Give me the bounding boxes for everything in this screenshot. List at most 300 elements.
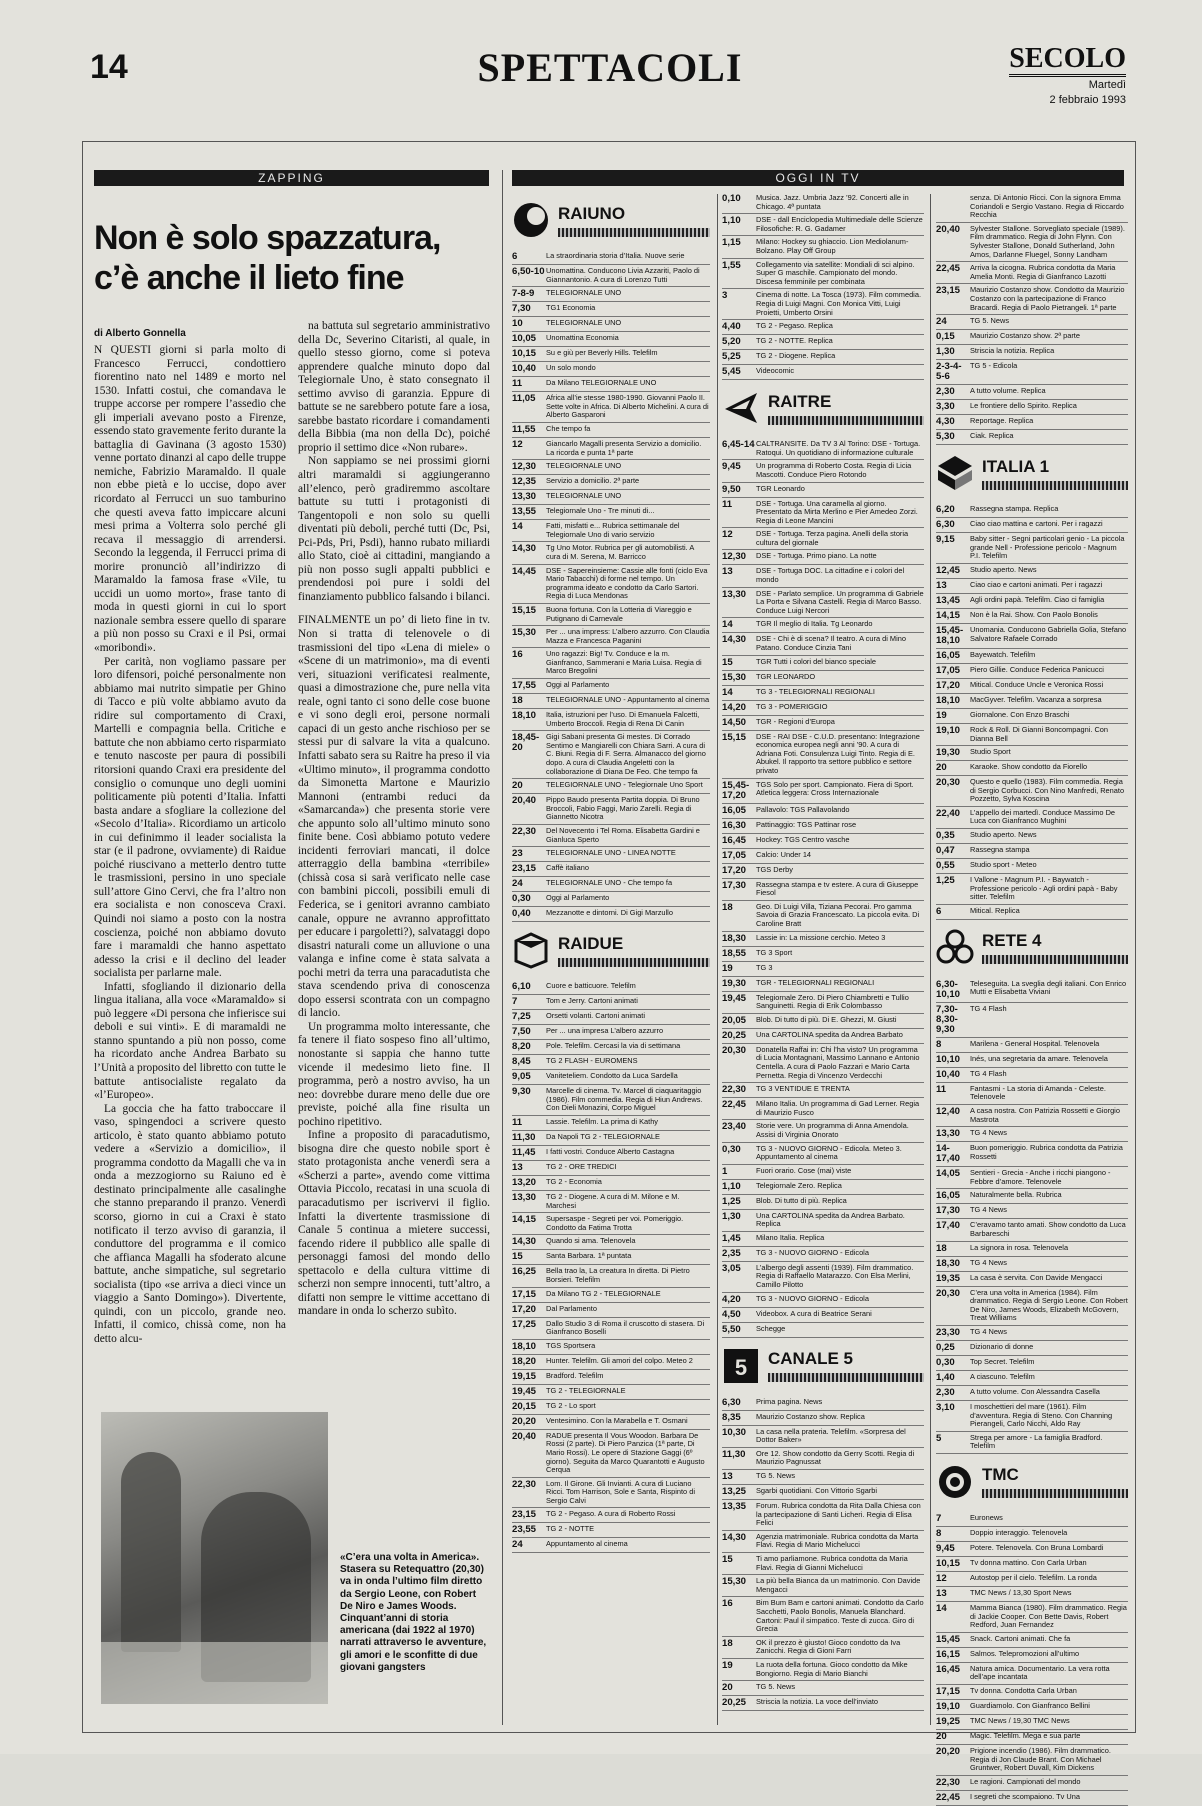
program-row [512, 604, 710, 626]
program-row [936, 1371, 1128, 1386]
program-title: La casa è servita. Con Davide Mengacci [970, 1272, 1103, 1282]
program-time: 12,30 [512, 461, 537, 473]
program-time: 7 [512, 996, 518, 1008]
program-title: Cinema di notte. La Tosca (1973). Film commedia. Regia di Luigi Magni. Con Monica Vitti, Luigi Proietti, Umberto Orsini [756, 290, 921, 317]
program-time: 9,30 [512, 1086, 531, 1098]
program-time: 17,05 [936, 664, 961, 676]
program-row [936, 905, 1128, 920]
program-time: 14,05 [936, 1168, 961, 1180]
program-row [722, 834, 924, 849]
program-title: Euronews [970, 1512, 1003, 1522]
program-row [936, 1633, 1128, 1648]
program-title: Gigi Sabani presenta Gi mestes. Di Corrado Sentimo e Mangiarelli con Chiara Sarri. A cura di C. Biuni. Regia di F. Serra. Almanacco del giorno dopo. A cura di Claudia Angeletti con la collaborazione di Diana De Feo. Che tempo fa [546, 732, 706, 776]
program-time: 8 [936, 1038, 942, 1050]
program-time: 4,40 [722, 321, 741, 333]
program-title: Le frontiere dello Spirito. Replica [970, 401, 1077, 411]
program-row [512, 490, 710, 505]
article-paragraph: FINALMENTE un po’ di lieto fine in tv. Non si tratta di telenovele o di trasmissioni del tipo «Lena di miele» o «Scene di un matrimonio», ma di eventi veri, situazioni verificatesi realmente, quasi a dimostrazione che, pure nella vita reale, ogni tanto ci sono delle cose buone e vi sono degli eroi, persone normali capaci di un gesto anche rischioso per se stessi pur di salvare la vita a qualcuno. Infatti sabato sera su Raitre ha preso il via «Ultimo minuto», il programma condotto da Simonetta Martone e Maurizio Mannoni (entrambi reduci da «Samarcanda») che presenta storie vere che appunto solo all’ultimo minuto sono finite bene. Così abbiamo potuto vedere incidenti ferroviari mancati, il dolce atterraggio della bambina «terribile» (chissà cosa si sarà verificato nelle case con bambini piccoli, possibili emuli di Federica, se i genitori avranno cambiato canale, oppure ne avranno approfittato per educare i pargoletti?), salvataggi dopo disastri naturali come un alluvione o una valanga e infine come è stata salvata a pochi metri da terra una paracadutista che stava scendendo priva di conoscenza dopo essersi scontrata con un compagno di lancio. [298, 614, 490, 1020]
program-title: C’eravamo tanto amati. Show condotto da Luca Barbareschi [970, 1220, 1126, 1238]
program-title: A ciascuno. Telefilm [970, 1371, 1035, 1381]
program-row [722, 701, 924, 716]
program-title: Strega per amore - La famiglia Bradford. Telefilm [970, 1432, 1103, 1451]
article-paragraph: Infine a proposito di paracadutismo, bisogna dire che questo nobile sport è stato protagonista anche venerdì sera a «Scherzi a parte», avendo come vittima Ottavia Piccolo, recatasi in una scuola di paracadutismo per iscrivervi il figlio. Infatti la divertente trasmissione di Canale 5 continua a mietere successi, facendo ridere il pubblico alle spalle di personaggi famosi del mondo dello spettacolo e della cultura vittime di scherzi non sempre innocenti, tutt’altro, a difatti non sempre le vittime accettano di mandare in onda lo scherzo subìto. [298, 1129, 490, 1318]
program-time: 13 [512, 1161, 523, 1173]
program-title: TG 5 - Edicola [970, 361, 1018, 371]
program-title: Prima pagina. News [756, 1396, 823, 1406]
film-still-photo [101, 1412, 328, 1704]
program-time: 12 [936, 1572, 947, 1584]
program-title: Ventesimino. Con la Marabella e T. Osmani [546, 1415, 688, 1425]
program-row [512, 1288, 710, 1303]
program-row [512, 847, 710, 862]
program-title: DSE - Tortuga. Una caramella al giorno. Presentato da Mirta Merlino e Pier Amedeo Zorzi. Regia di Leone Mancini [756, 498, 918, 525]
program-time: 11 [722, 498, 733, 510]
program-title: La casa nella prateria. Telefilm. «Sorpresa del Dottor Baker» [756, 1426, 906, 1445]
program-time: 18,10 [936, 694, 961, 706]
program-time: 19,45 [512, 1385, 537, 1397]
program-row [722, 1500, 924, 1531]
program-time: 14-17,40 [936, 1143, 961, 1165]
program-time: 10 [512, 318, 523, 330]
program-row [722, 1659, 924, 1681]
program-title: TGR Tutti i colori del bianco speciale [756, 656, 876, 666]
program-row [722, 1323, 924, 1338]
program-row [936, 1386, 1128, 1401]
program-time: 1,40 [936, 1371, 955, 1383]
program-row [936, 1648, 1128, 1663]
program-title: Non è la Rai. Show. Con Paolo Bonolis [970, 609, 1098, 619]
canale5-logo [722, 1347, 760, 1385]
program-title: Lassie in: La missione cerchio. Meteo 3 [756, 932, 886, 942]
program-title: Doppio interaggio. Telenovela [970, 1527, 1068, 1537]
program-row [722, 1165, 924, 1180]
program-title: Musica. Jazz. Umbria Jazz ’92. Concerti alle in Chicago. 4ª puntata [756, 193, 909, 211]
program-time: 20,05 [722, 1014, 747, 1026]
channel-header [936, 1456, 1128, 1508]
program-row [512, 1161, 710, 1176]
program-title: Magic. Telefilm. Mega e sua parte [970, 1730, 1081, 1740]
program-title: TG 4 News [970, 1205, 1007, 1215]
program-row [722, 1426, 924, 1448]
program-time: 5,50 [722, 1323, 741, 1335]
program-row [722, 1696, 924, 1711]
program-row [512, 520, 710, 542]
program-time: 4,20 [722, 1293, 741, 1305]
program-row [722, 1029, 924, 1044]
program-row [936, 709, 1128, 724]
program-time: 19,45 [722, 992, 747, 1004]
program-row [722, 932, 924, 947]
program-title: TG 2 - ORE TREDICI [546, 1161, 617, 1171]
program-row [936, 1272, 1128, 1287]
program-title: TGS Solo per sport. Campionato. Fiera di Sport. Atletica leggera: Cross Internazionale [756, 779, 914, 798]
program-time: 10,30 [722, 1426, 747, 1438]
program-title: A tutto volume. Replica [970, 386, 1046, 396]
program-row [722, 1180, 924, 1195]
program-row [512, 392, 710, 423]
program-time: 17,20 [936, 679, 961, 691]
program-row [512, 794, 710, 825]
program-time: 19 [722, 1659, 733, 1671]
program-row [512, 980, 710, 995]
program-row [936, 1127, 1128, 1142]
program-row [512, 679, 710, 694]
program-title: Calcio: Under 14 [756, 849, 812, 859]
program-row [936, 1326, 1128, 1341]
program-title: Reportage. Replica [970, 416, 1034, 426]
program-row [512, 1370, 710, 1385]
program-time: 20,30 [936, 777, 961, 789]
program-time: 13,25 [722, 1486, 747, 1498]
program-title: Storie vere. Un programma di Anna Amendola. Assisi di Virginia Onorato [756, 1121, 909, 1139]
program-row [722, 656, 924, 671]
program-row [722, 1210, 924, 1232]
program-row [722, 962, 924, 977]
program-title: Del Novecento i Tel Roma. Elisabetta Gardini e Gianluca Sperto [546, 826, 700, 844]
program-row [936, 649, 1128, 664]
program-row [722, 1308, 924, 1323]
program-row [936, 624, 1128, 649]
article-headline: Non è solo spazzatura, c’è anche il lieto fine [94, 219, 441, 297]
program-row [512, 1085, 710, 1116]
program-title: Geo. Di Luigi Villa, Tiziana Pecorai. Pro gamma Savoia di Grazia Francescato. La piccola evita. Di Caroline Bratt [756, 901, 920, 928]
program-row [512, 475, 710, 490]
program-title: DSE - Tortuga DOC. La cittadine e i colori del mondo [756, 566, 905, 585]
program-time: 14,45 [512, 565, 537, 577]
program-row [722, 1083, 924, 1098]
program-title: Bim Bum Bam e cartoni animati. Condotto da Carlo Sacchetti, Paolo Bonolis, Manuela Blanchard. Cartoni: Paul il simpatico. Teste di zucca. Giro di Grecia [756, 1598, 924, 1634]
program-title: DSE - Parlato semplice. Un programma di Gabriele La Porta e Silvana Castelli. Regia di Marco Basso. Conduce Luigi Nercori [756, 588, 924, 615]
program-title: Servizio a domicilio. 2ª parte [546, 476, 640, 486]
program-row [936, 1003, 1128, 1038]
program-time: 6 [512, 251, 518, 262]
program-time: 0,10 [722, 193, 741, 204]
program-title: Dallo Studio 3 di Roma il cruscotto di stasera. Di Gianfranco Boselli [546, 1318, 705, 1337]
program-row [936, 1401, 1128, 1432]
program-time: 16,05 [936, 649, 961, 661]
program-row [936, 430, 1128, 445]
program-time: 1,10 [722, 215, 741, 227]
program-row [722, 365, 924, 380]
program-title: TG 5. News [756, 1682, 796, 1692]
program-row [512, 1523, 710, 1538]
program-time: 1 [722, 1165, 728, 1177]
program-time: 17,30 [722, 879, 747, 891]
program-row [512, 731, 710, 779]
program-title: TG 2 - NOTTE [546, 1524, 595, 1534]
program-row [936, 844, 1128, 859]
program-title: TG 4 Flash [970, 1003, 1007, 1013]
program-title: TG 3 - NUOVO GIORNO - Edicola [756, 1293, 869, 1303]
program-title: Oggi al Parlamento [546, 893, 610, 903]
program-title: I moschettieri del mare (1961). Film d’avventura. Regia di Steno. Con Channing Pierangeli, Carlo Nicchi, Aldo Ray [970, 1401, 1113, 1429]
program-time: 8 [936, 1527, 942, 1539]
program-time: 20 [722, 1682, 733, 1694]
program-time: 22,30 [722, 1084, 747, 1096]
program-time: 7,25 [512, 1011, 531, 1023]
program-time: 22,45 [722, 1099, 747, 1111]
program-row [512, 250, 710, 265]
program-title: TELEGIORNALE UNO [546, 491, 622, 501]
channel-name: CANALE 5 [768, 1349, 854, 1369]
program-row [722, 1232, 924, 1247]
program-time: 14,30 [512, 543, 537, 555]
program-time: 6,30 [722, 1396, 741, 1408]
program-title: Santa Barbara. 1ª puntata [546, 1251, 632, 1261]
raidue-logo [512, 931, 550, 969]
program-title: Karaoke. Show condotto da Fiorello [970, 762, 1088, 772]
program-title: Videocomic [756, 366, 795, 376]
program-row [722, 588, 924, 619]
program-row [722, 259, 924, 290]
program-title: Dizionario di donne [970, 1341, 1034, 1351]
program-row [936, 859, 1128, 874]
program-title: Mezzanotte e dintorni. Di Gigi Marzullo [546, 908, 673, 918]
program-title: Telegiornale Zero. Di Piero Chiambretti e Tullio Sanguinetti. Regia di Erik Colombasso [756, 992, 909, 1011]
program-time: 12,35 [512, 476, 537, 488]
program-title: Per ... una impress: L’albero azzurro. Con Claudia Mazza e Francesca Paganini [546, 627, 710, 645]
program-row [512, 1191, 710, 1213]
program-title: Da Milano TELEGIORNALE UNO [546, 378, 657, 388]
program-row [512, 1340, 710, 1355]
program-time: 4,50 [722, 1308, 741, 1320]
program-title: TELEGIORNALE UNO [546, 288, 622, 298]
program-title: Sentieri - Grecia - Anche i ricchi piangono - Febbre d’amore. Telenovele [970, 1168, 1111, 1186]
program-time: 16 [512, 649, 523, 661]
program-title: TG 4 News [970, 1128, 1007, 1138]
program-row [512, 317, 710, 332]
program-time: 10,40 [936, 1068, 961, 1080]
program-time: 18,30 [722, 932, 747, 944]
program-row [936, 807, 1128, 829]
program-row [512, 825, 710, 847]
program-time: 2,30 [936, 1386, 955, 1398]
program-title: Guardiamolo. Con Gianfranco Bellini [970, 1700, 1090, 1710]
program-time: 24 [512, 878, 523, 890]
program-row [722, 335, 924, 350]
program-title: Uno ragazzi: Big! Tv. Conduce e la m. Gianfranco, Sammerani e Maria Luisa. Regia di Marco Bregolini [546, 649, 702, 676]
program-title: TELEGIORNALE UNO - Appuntamento al cinema [546, 695, 710, 705]
article-paragraph: Per carità, non vogliamo passare per loro difensori, poiché personalmente non abbiamo mai nutrito simpatie per Ghino di Tacco e più volte abbiamo avuto da ridire sul comportamento di Craxi, Martelli e compagnia bella. Critiche e battute che non abbiamo certo risparmiato e tenuto nascoste per paura di possibili ritorsioni quando Craxi era presidente del consiglio o comunque uno degli uomini politicamente più potenti d’Italia. Infatti basta andare a sfogliare la collezione del «Secolo d’Italia». Ricordiamo un articolo in cui definimmo il leader socialista la star (e il padrone, ovviamente) di Raidue poiché riuscivano a metterlo dentro tutte le trasmissioni, persino in uno speciale sull’attore Gino Cervi, che fra l’altro non era socialista e non conosceva Craxi. Quindi noi siamo a posto con la nostra coscienza, poiché non abbiamo dovuto fare i maramaldi che hanno aspettato adesso la crisi e il declino del leader socialista per parlarne male. [94, 655, 286, 980]
program-row [936, 385, 1128, 400]
program-title: Marcelle di cinema. Tv. Marcel di ciaquaritaggio (1986). Film commedia. Regia di Hiun Andrews. Con Dieli Monazini, Corpo Miguel [546, 1086, 703, 1113]
program-row [936, 564, 1128, 579]
program-row [722, 819, 924, 834]
program-row [722, 633, 924, 655]
program-title: senza. Di Antonio Ricci. Con la signora Emma Coriandoli e Sergio Vastano. Regia di Riccardo Recchia [970, 193, 1124, 220]
channel-name: RETE 4 [982, 931, 1042, 951]
program-time: 13,30 [722, 588, 747, 600]
program-title: TELEGIORNALE UNO [546, 461, 622, 471]
program-title: Naturalmente bella. Rubrica [970, 1190, 1062, 1200]
program-row [936, 1257, 1128, 1272]
program-title: Salmos. Telepromozioni all’ultimo [970, 1648, 1080, 1658]
program-time: 6 [936, 905, 942, 917]
program-title: TG 2 - Diogene. Replica [756, 351, 836, 361]
program-title: Quando si ama. Telenovela [546, 1236, 636, 1246]
program-title: TELEGIORNALE UNO - Che tempo fa [546, 878, 673, 888]
program-time: 14,50 [722, 716, 747, 728]
program-row [936, 1776, 1128, 1791]
program-title: TGR - Regioni d’Europa [756, 716, 835, 726]
program-title: TG 2 - Diogene. A cura di M. Milone e M. Marchesi [546, 1191, 680, 1210]
program-title: TGS Derby [756, 864, 793, 874]
article-paragraph: La goccia che ha fatto traboccare il vaso, spingendoci a scrivere questo articolo, è stato quanto abbiamo potuto vedere a «Servizio a domicilio», il programma condotto da Magalli che va in onda a mezzogiorno su Raiuno ed è destinato principalmente alle casalinghe che stanno preparando il pranzo. Venerdì scorso, giorno in cui a Craxi è stato notificato il terzo avviso di garanzia, il conduttore del programma e il comico che affianca Magalli ha sfoderato alcune battute, anche simpatiche, sul segretario socialista (tipo «se arriva a dieci vince un viaggio a Santo Domingo»). Divertente, quindi, con un piccolo, grande neo. Infatti, il comico, chissà come, non ha detto alcu- [94, 1102, 286, 1345]
program-time: 2,30 [936, 386, 955, 398]
program-time [936, 194, 970, 220]
program-title: Un programma di Roberto Costa. Regia di Licia Mascotti. Conduce Piero Rotondo [756, 461, 912, 479]
program-row [722, 1247, 924, 1262]
program-title: OK il prezzo è giusto! Gioco condotto da Iva Zanicchi. Regia di Gioni Farri [756, 1637, 901, 1656]
program-title: A casa nostra. Con Patrizia Rossetti e Giorgio Mastrota [970, 1106, 1120, 1124]
program-row [936, 1204, 1128, 1219]
channel-header [936, 922, 1128, 974]
program-time: 15,45 [936, 1633, 961, 1645]
program-time: 14 [512, 521, 523, 533]
program-title: Bayewatch. Telefilm [970, 649, 1036, 659]
program-title: TG 5. News [970, 316, 1010, 326]
program-title: TG 2 - NOTTE. Replica [756, 336, 833, 346]
program-title: Arriva la cicogna. Rubrica condotta da Maria Amelia Monti. Regia di Gianfranco Lazotti [970, 263, 1116, 281]
program-row [936, 761, 1128, 776]
program-row [722, 1470, 924, 1485]
program-title: Inés, una segretaria da amare. Telenovela [970, 1053, 1108, 1063]
program-time: 20 [936, 762, 947, 774]
program-time: 0,55 [936, 860, 955, 872]
program-row [512, 907, 710, 922]
page-number: 14 [90, 48, 128, 86]
program-row [936, 415, 1128, 430]
program-row [512, 565, 710, 604]
program-title: Una CARTOLINA spedita da Andrea Barbato. Replica [756, 1210, 905, 1229]
program-title: A tutto volume. Con Alessandra Casella [970, 1386, 1100, 1396]
svg-text:5: 5 [734, 1354, 748, 1380]
program-row [936, 776, 1128, 807]
program-row [722, 498, 924, 529]
program-time: 17,15 [512, 1288, 537, 1300]
program-title: Su e giù per Beverly Hills. Telefilm [546, 348, 658, 358]
program-title: DSE - dall Enciclopedia Multimediale delle Scienze Filosofiche: R. G. Gadamer [756, 215, 923, 233]
program-time: 0,47 [936, 845, 955, 857]
program-row [722, 350, 924, 365]
program-title: Da Napoli TG 2 - TELEGIORNALE [546, 1131, 660, 1141]
program-time: 6,30 [936, 519, 955, 531]
program-row [936, 1557, 1128, 1572]
program-title: Marilena - General Hospital. Telenovela [970, 1038, 1100, 1048]
program-title: Supersaspe - Segreti per voi. Pomeriggio. Condotto da Fatima Trotta [546, 1214, 684, 1232]
program-row [936, 1572, 1128, 1587]
program-time: 22,45 [936, 263, 961, 275]
program-time: 22,30 [936, 1776, 961, 1788]
program-row [512, 862, 710, 877]
program-time: 24 [936, 316, 947, 328]
channel-name: ITALIA 1 [982, 456, 1050, 476]
program-time: 15,15 [512, 604, 537, 616]
program-row [936, 315, 1128, 330]
program-title: Donatella Raffai in: Chi l’ha visto? Un programma di Lucia Montagnani, Massimo Lannano e Antonio Centella. A cura di Paolo Fazzari e Mario Carta Pernetta. Regia di Vincenzo Verdecchi [756, 1044, 920, 1080]
program-row [722, 236, 924, 258]
program-title: Baby sitter - Segni particolari genio - La piccola grande Nell - Professione pericolo - Magnum P.I. Telefilm [970, 534, 1125, 561]
program-time: 20,30 [936, 1287, 961, 1299]
program-time: 15,30 [722, 671, 747, 683]
program-row [512, 505, 710, 520]
program-row [936, 223, 1128, 262]
oggi-in-tv-band: OGGI IN TV [512, 170, 1124, 186]
program-row [722, 1411, 924, 1426]
channel-header [722, 1340, 924, 1392]
program-time: 13 [936, 579, 947, 591]
program-row [936, 594, 1128, 609]
program-time: 15 [722, 656, 733, 668]
program-time: 18,10 [512, 1340, 537, 1352]
program-row [936, 1602, 1128, 1633]
program-time: 14,15 [936, 609, 961, 621]
raitre-logo [722, 389, 760, 427]
program-time: 10,15 [512, 348, 537, 360]
program-time: 1,55 [722, 259, 741, 271]
program-time: 5,45 [722, 366, 741, 378]
program-title: TG 2 - TELEGIORNALE [546, 1385, 626, 1395]
program-title: Rock & Roll. Di Gianni Boncompagni. Con Dianna Bell [970, 724, 1109, 743]
program-row [512, 287, 710, 302]
program-time: 9,50 [722, 483, 741, 495]
program-title: Le ragioni. Campionati del mondo [970, 1776, 1081, 1786]
program-row [512, 892, 710, 907]
program-time: 13,30 [512, 491, 537, 503]
program-title: TG 3 VENTIDUE E TRENTA [756, 1084, 850, 1094]
program-title: TGR Leonardo [756, 483, 805, 493]
program-title: Tg Uno Motor. Rubrica per gli automobilisti. A cura di M. Serena, M. Barricco [546, 543, 694, 561]
program-row [722, 779, 924, 804]
program-row [512, 347, 710, 362]
program-title: Tv donna mattino. Con Carla Urban [970, 1557, 1087, 1567]
program-row [936, 1105, 1128, 1127]
program-title: TG1 Economia [546, 303, 596, 313]
program-row [512, 362, 710, 377]
program-title: Unomattina. Conducono Livia Azzariti, Paolo di Giannantonio. A cura di Lorenzo Tutti [546, 266, 700, 284]
program-time: 11,30 [722, 1448, 746, 1460]
program-row [722, 864, 924, 879]
program-time: 18,20 [512, 1355, 537, 1367]
program-title: Top Secret. Telefilm [970, 1356, 1035, 1366]
program-title: Agenzia matrimoniale. Rubrica condotta da Marta Flavi. Regia di Mario Michelucci [756, 1531, 919, 1550]
program-row [512, 877, 710, 892]
program-row [936, 284, 1128, 315]
program-time: 11,30 [512, 1131, 536, 1143]
program-time: 14,20 [722, 701, 747, 713]
program-title: Bella trao la, La creatura In diretta. Di Pietro Borsieri. Telefilm [546, 1266, 690, 1284]
program-row [936, 503, 1128, 518]
program-row [512, 1250, 710, 1265]
program-title: Tv donna. Condotta Carla Urban [970, 1685, 1077, 1695]
program-time: 9,15 [936, 534, 955, 546]
program-row [936, 1512, 1128, 1527]
program-time: 0,25 [936, 1341, 955, 1353]
program-row [936, 746, 1128, 761]
program-time: 18,55 [722, 947, 747, 959]
program-time: 1,45 [722, 1232, 741, 1244]
article-byline: di Alberto Gonnella [94, 328, 186, 339]
program-time: 13,45 [936, 594, 961, 606]
program-row [722, 1396, 924, 1411]
program-time: 6,50-10 [512, 266, 545, 277]
program-row [512, 1415, 710, 1430]
program-row [512, 1508, 710, 1523]
program-time: 20,20 [512, 1415, 537, 1427]
program-row [936, 1356, 1128, 1371]
program-title: Sgarbi quotidiani. Con Vittorio Sgarbi [756, 1486, 878, 1496]
program-time: 0,40 [512, 908, 531, 920]
